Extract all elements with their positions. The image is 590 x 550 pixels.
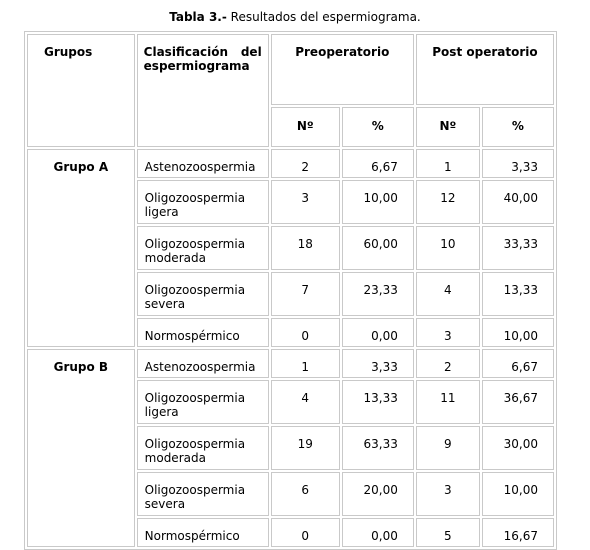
classification-cell (137, 380, 269, 424)
classification-cell (137, 349, 269, 378)
post-n-cell: 3 (416, 472, 480, 516)
classification-line1: Oligozoospermia (144, 391, 246, 405)
subheader-pre-pct: % (342, 107, 414, 147)
subheader-post-n: Nº (416, 107, 480, 147)
classification-line2: moderada (144, 251, 206, 265)
post-pct-cell: 30,00 (482, 426, 554, 470)
post-n-cell: 11 (416, 380, 480, 424)
classification-cell (137, 318, 269, 347)
header-clasificacion-line1: Clasificación del (143, 45, 262, 59)
pre-pct-cell: 3,33 (342, 349, 414, 378)
post-pct-cell: 10,00 (482, 318, 554, 347)
pre-pct-cell: 63,33 (342, 426, 414, 470)
pre-n-cell: 7 (271, 272, 340, 316)
post-n-cell: 12 (416, 180, 480, 224)
classification-line2: moderada (144, 451, 206, 465)
pre-pct-cell: 23,33 (342, 272, 414, 316)
pre-pct-cell: 0,00 (342, 518, 414, 547)
classification-cell (137, 180, 269, 224)
pre-pct-cell: 10,00 (342, 180, 414, 224)
pre-pct-cell: 6,67 (342, 149, 414, 178)
header-clasificacion (137, 34, 269, 147)
group-name: Grupo B (27, 349, 135, 547)
group-name: Grupo A (27, 149, 135, 347)
classification-cell (137, 426, 269, 470)
subheader-post-pct: % (482, 107, 554, 147)
post-pct-cell: 3,33 (482, 149, 554, 178)
post-n-cell: 1 (416, 149, 480, 178)
pre-n-cell: 2 (271, 149, 340, 178)
table-caption (0, 9, 590, 25)
classification-line1: Astenozoospermia (144, 360, 256, 374)
pre-n-cell: 0 (271, 518, 340, 547)
post-n-cell: 5 (416, 518, 480, 547)
post-n-cell: 2 (416, 349, 480, 378)
post-pct-cell: 33,33 (482, 226, 554, 270)
classification-cell (137, 472, 269, 516)
post-n-cell: 10 (416, 226, 480, 270)
classification-line1: Astenozoospermia (144, 160, 256, 174)
classification-cell (137, 518, 269, 547)
results-table (24, 31, 557, 550)
table-row (27, 349, 554, 378)
header-row (27, 34, 554, 105)
header-preoperatorio: Preoperatorio (271, 34, 414, 105)
classification-line1: Oligozoospermia (144, 483, 246, 497)
classification-line1: Oligozoospermia (144, 191, 246, 205)
header-grupos: Grupos (27, 34, 135, 147)
post-pct-cell: 13,33 (482, 272, 554, 316)
pre-pct-cell: 13,33 (342, 380, 414, 424)
table-row (27, 149, 554, 178)
classification-line2: severa (144, 497, 186, 511)
pre-n-cell: 0 (271, 318, 340, 347)
post-pct-cell: 36,67 (482, 380, 554, 424)
pre-pct-cell: 20,00 (342, 472, 414, 516)
post-n-cell: 3 (416, 318, 480, 347)
pre-n-cell: 18 (271, 226, 340, 270)
classification-line1: Normospérmico (144, 529, 240, 543)
classification-cell (137, 272, 269, 316)
classification-line1: Normospérmico (144, 329, 240, 343)
post-pct-cell: 16,67 (482, 518, 554, 547)
post-pct-cell: 40,00 (482, 180, 554, 224)
classification-line1: Oligozoospermia (144, 237, 246, 251)
classification-cell (137, 149, 269, 178)
classification-line2: ligera (144, 205, 179, 219)
pre-pct-cell: 60,00 (342, 226, 414, 270)
results-table-body (27, 34, 554, 547)
pre-n-cell: 3 (271, 180, 340, 224)
classification-line2: severa (144, 297, 186, 311)
classification-line1: Oligozoospermia (144, 283, 246, 297)
post-pct-cell: 10,00 (482, 472, 554, 516)
header-clasificacion-line2: espermiograma (143, 59, 250, 73)
header-post-operatorio: Post operatorio (416, 34, 554, 105)
pre-pct-cell: 0,00 (342, 318, 414, 347)
post-n-cell: 4 (416, 272, 480, 316)
caption-text: Resultados del espermiograma. (226, 10, 421, 24)
post-pct-cell: 6,67 (482, 349, 554, 378)
classification-cell (137, 226, 269, 270)
pre-n-cell: 6 (271, 472, 340, 516)
subheader-pre-n: Nº (271, 107, 340, 147)
post-n-cell: 9 (416, 426, 480, 470)
caption-label: Tabla 3.- (169, 10, 227, 24)
classification-line2: ligera (144, 405, 179, 419)
pre-n-cell: 4 (271, 380, 340, 424)
pre-n-cell: 1 (271, 349, 340, 378)
pre-n-cell: 19 (271, 426, 340, 470)
classification-line1: Oligozoospermia (144, 437, 246, 451)
